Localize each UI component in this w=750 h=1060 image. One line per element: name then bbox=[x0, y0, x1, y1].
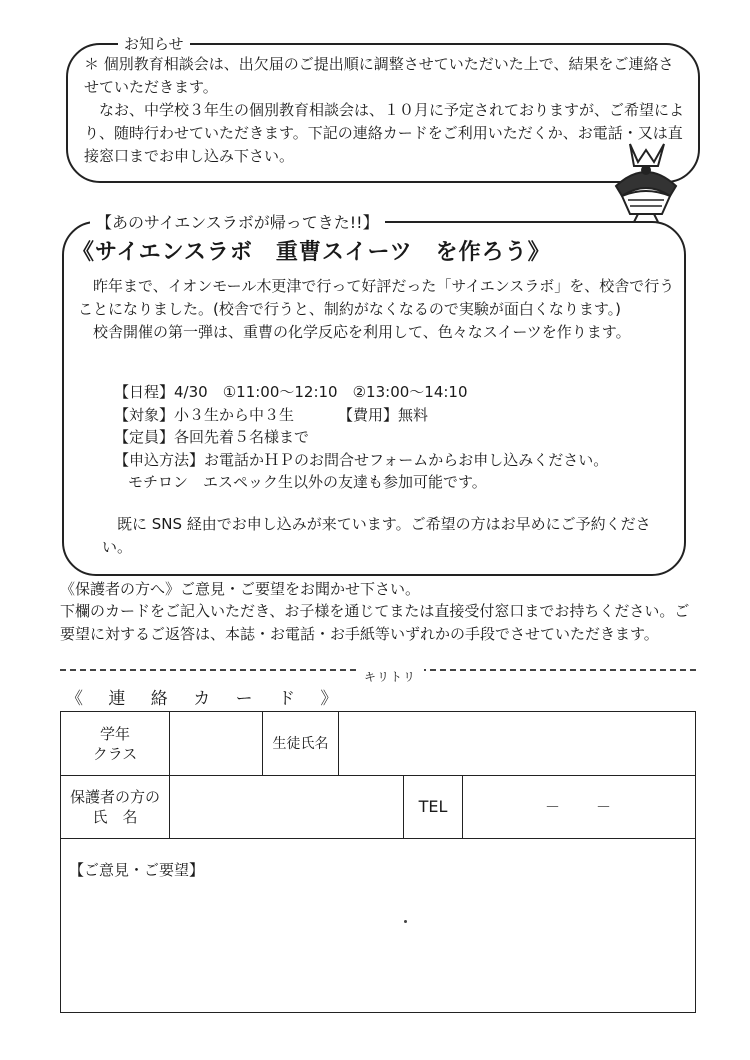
science-title: 《サイエンスラボ 重曹スイーツ を作ろう》 bbox=[72, 240, 551, 265]
science-intro-paragraph-1: 昨年まで、イオンモール木更津で行って好評だった「サイエンスラボ」を、校舎で行うことになりました。(校舎で行うと、制約がなくなるので実験が面白くなります。) bbox=[78, 277, 675, 318]
date-label: 【日程】 bbox=[114, 383, 175, 401]
guardians-heading: 《保護者の方へ》ご意見・ご要望をお聞かせ下さい。 bbox=[60, 580, 421, 598]
notice-legend: お知らせ bbox=[118, 33, 190, 54]
class-label: クラス bbox=[92, 744, 138, 763]
fee-label: 【費用】 bbox=[338, 405, 399, 424]
guardians-body-text: 下欄のカードをご記入いただき、お子様を通じてまたは直接受付窓口までお持ちください。ご要望に対するご返答は、本誌・お電話・お手紙等いずれかの手段でさせていただきます。 bbox=[60, 602, 690, 643]
notice-box bbox=[66, 35, 700, 183]
detail-apply bbox=[114, 449, 674, 472]
science-details bbox=[114, 381, 674, 494]
detail-capacity bbox=[114, 426, 674, 449]
apply-note: モチロン エスペック生以外の友達も参加可能です。 bbox=[128, 473, 487, 491]
grade-class-label-cell bbox=[60, 711, 170, 776]
date-value: 4/30 ①11:00～12:10 ②13:00～14:10 bbox=[174, 383, 468, 401]
guardian-name-input[interactable] bbox=[169, 775, 404, 839]
scan-speck bbox=[404, 920, 407, 923]
science-closing-text: 既に SNS 経由でお申し込みが来ています。ご希望の方はお早めにご予約ください。 bbox=[102, 515, 651, 556]
kabuto-helmet-icon bbox=[608, 140, 684, 222]
science-intro bbox=[78, 275, 678, 344]
notice-body bbox=[84, 53, 686, 168]
target-label: 【対象】 bbox=[114, 405, 175, 424]
science-lab-box bbox=[62, 213, 686, 576]
guardian-name-label-cell bbox=[60, 775, 170, 839]
notice-paragraph-2: なお、中学校３年生の個別教育相談会は、１０月に予定されておりますが、ご希望により、随時行わせていただきます。下記の連絡カードをご利用いただくか、お電話・又は直接窓口までお申し込み下さい。 bbox=[84, 101, 685, 165]
guardian-label-line2: 氏 名 bbox=[92, 808, 138, 826]
science-intro-paragraph-2: 校舎開催の第一弾は、重曹の化学反応を利用して、色々なスイーツを作ります。 bbox=[93, 323, 631, 341]
science-closing bbox=[102, 513, 672, 559]
comments-area[interactable] bbox=[60, 838, 696, 1013]
cut-label: キリトリ bbox=[356, 668, 424, 685]
guardians-body bbox=[60, 600, 692, 646]
notice-paragraph-1: ＊ 個別教育相談会は、出欠届のご提出順に調整させていただいた上で、結果をご連絡させていただきます。 bbox=[84, 55, 674, 96]
detail-date bbox=[114, 381, 674, 404]
science-legend: 【あのサイエンスラボが帰ってきた!!】 bbox=[90, 210, 385, 233]
detail-target-fee bbox=[114, 404, 674, 427]
student-name-input[interactable] bbox=[338, 711, 696, 776]
student-name-label: 生徒氏名 bbox=[262, 711, 339, 776]
target-value: 小３生から中３生 bbox=[174, 405, 295, 424]
card-title: 《 連 絡 カ ー ド 》 bbox=[66, 689, 348, 709]
fee-value: 無料 bbox=[398, 405, 429, 424]
apply-label: 【申込方法】 bbox=[114, 450, 205, 469]
guardian-label-line1: 保護者の方の bbox=[69, 788, 160, 806]
tel-input[interactable]: － － bbox=[462, 775, 696, 839]
apply-value: お電話かＨＰのお問合せフォームからお申し込みください。 bbox=[204, 450, 609, 469]
comments-label: 【ご意見・ご要望】 bbox=[69, 861, 205, 879]
grade-class-input[interactable] bbox=[169, 711, 263, 776]
capacity-label: 【定員】 bbox=[114, 428, 175, 446]
contact-card bbox=[60, 711, 696, 1013]
grade-label: 学年 bbox=[99, 724, 130, 743]
tel-label: TEL bbox=[403, 775, 463, 839]
capacity-value: 各回先着５名様まで bbox=[174, 428, 310, 446]
